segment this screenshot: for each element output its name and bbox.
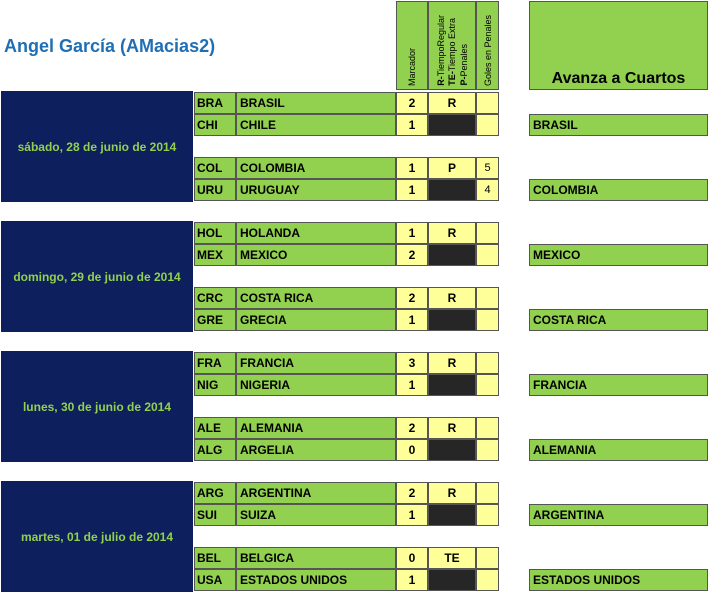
- score-cell[interactable]: 0: [396, 547, 428, 569]
- advances-cell: COSTA RICA: [529, 309, 708, 331]
- penalty-goals-cell[interactable]: [476, 417, 499, 439]
- score-cell[interactable]: 0: [396, 439, 428, 461]
- result-type-cell[interactable]: R: [428, 482, 476, 504]
- penalty-goals-cell[interactable]: [476, 222, 499, 244]
- date-block: lunes, 30 de junio de 2014: [1, 351, 193, 462]
- team-name: SUIZA: [236, 504, 396, 526]
- team-code: HOL: [194, 222, 236, 244]
- team-code: CHI: [194, 114, 236, 136]
- team-code: URU: [194, 179, 236, 201]
- header-tipo-te: TE-Tiempo Extra: [447, 18, 457, 86]
- result-type-disabled: [428, 504, 476, 526]
- penalty-goals-cell[interactable]: 5: [476, 157, 499, 179]
- result-type-cell[interactable]: R: [428, 352, 476, 374]
- score-cell[interactable]: 1: [396, 222, 428, 244]
- team-name: HOLANDA: [236, 222, 396, 244]
- result-type-disabled: [428, 244, 476, 266]
- team-name: BRASIL: [236, 92, 396, 114]
- penalty-goals-cell[interactable]: [476, 569, 499, 591]
- header-avanza: [529, 1, 708, 90]
- penalty-goals-cell[interactable]: [476, 547, 499, 569]
- penalty-goals-cell[interactable]: [476, 482, 499, 504]
- team-name: ALEMANIA: [236, 417, 396, 439]
- result-type-disabled: [428, 439, 476, 461]
- result-type-cell[interactable]: P: [428, 157, 476, 179]
- advances-cell: ALEMANIA: [529, 439, 708, 461]
- team-code: USA: [194, 569, 236, 591]
- advances-cell: ARGENTINA: [529, 504, 708, 526]
- team-name: GRECIA: [236, 309, 396, 331]
- header-goles-penales: [476, 1, 499, 90]
- penalty-goals-cell[interactable]: [476, 309, 499, 331]
- header-goles-penales-label: Goles en Penales: [482, 14, 493, 86]
- team-code: FRA: [194, 352, 236, 374]
- team-name: CHILE: [236, 114, 396, 136]
- penalty-goals-cell[interactable]: [476, 287, 499, 309]
- team-name: MEXICO: [236, 244, 396, 266]
- score-cell[interactable]: 2: [396, 482, 428, 504]
- result-type-disabled: [428, 309, 476, 331]
- result-type-cell[interactable]: R: [428, 417, 476, 439]
- score-cell[interactable]: 1: [396, 569, 428, 591]
- page-title: Angel García (AMacias2): [4, 36, 216, 56]
- score-cell[interactable]: 1: [396, 309, 428, 331]
- date-block: martes, 01 de julio de 2014: [1, 481, 193, 592]
- score-cell[interactable]: 1: [396, 114, 428, 136]
- header-tipo: [428, 1, 476, 90]
- penalty-goals-cell[interactable]: [476, 374, 499, 396]
- score-cell[interactable]: 1: [396, 504, 428, 526]
- team-code: BRA: [194, 92, 236, 114]
- team-name: ARGENTINA: [236, 482, 396, 504]
- penalty-goals-cell[interactable]: 4: [476, 179, 499, 201]
- team-code: MEX: [194, 244, 236, 266]
- header-tipo-r: R-TiempoRegular: [435, 15, 446, 86]
- advances-cell: FRANCIA: [529, 374, 708, 396]
- score-cell[interactable]: 1: [396, 157, 428, 179]
- advances-cell: ESTADOS UNIDOS: [529, 569, 708, 591]
- score-cell[interactable]: 2: [396, 244, 428, 266]
- score-cell[interactable]: 1: [396, 179, 428, 201]
- team-code: ALE: [194, 417, 236, 439]
- header-tipo-p: P-Penales: [458, 44, 469, 86]
- result-type-cell[interactable]: TE: [428, 547, 476, 569]
- penalty-goals-cell[interactable]: [476, 352, 499, 374]
- team-name: NIGERIA: [236, 374, 396, 396]
- result-type-disabled: [428, 114, 476, 136]
- team-code: ARG: [194, 482, 236, 504]
- team-name: FRANCIA: [236, 352, 396, 374]
- team-code: ALG: [194, 439, 236, 461]
- score-cell[interactable]: 2: [396, 92, 428, 114]
- penalty-goals-cell[interactable]: [476, 439, 499, 461]
- team-name: COSTA RICA: [236, 287, 396, 309]
- result-type-cell[interactable]: R: [428, 92, 476, 114]
- team-code: NIG: [194, 374, 236, 396]
- team-code: COL: [194, 157, 236, 179]
- date-block: sábado, 28 de junio de 2014: [1, 91, 193, 202]
- penalty-goals-cell[interactable]: [476, 92, 499, 114]
- team-code: CRC: [194, 287, 236, 309]
- penalty-goals-cell[interactable]: [476, 504, 499, 526]
- advances-cell: BRASIL: [529, 114, 708, 136]
- result-type-cell[interactable]: R: [428, 287, 476, 309]
- result-type-cell[interactable]: R: [428, 222, 476, 244]
- penalty-goals-cell[interactable]: [476, 114, 499, 136]
- score-cell[interactable]: 3: [396, 352, 428, 374]
- team-name: ESTADOS UNIDOS: [236, 569, 396, 591]
- header-avanza-label: Avanza a Cuartos: [551, 70, 686, 87]
- team-name: URUGUAY: [236, 179, 396, 201]
- result-type-disabled: [428, 569, 476, 591]
- result-type-disabled: [428, 179, 476, 201]
- header-marcador-label: Marcador: [407, 47, 417, 86]
- team-code: SUI: [194, 504, 236, 526]
- result-type-disabled: [428, 374, 476, 396]
- score-cell[interactable]: 2: [396, 417, 428, 439]
- date-block: domingo, 29 de junio de 2014: [1, 221, 193, 332]
- team-name: ARGELIA: [236, 439, 396, 461]
- advances-cell: COLOMBIA: [529, 179, 708, 201]
- score-cell[interactable]: 2: [396, 287, 428, 309]
- team-code: GRE: [194, 309, 236, 331]
- team-code: BEL: [194, 547, 236, 569]
- advances-cell: MEXICO: [529, 244, 708, 266]
- header-marcador: [396, 1, 428, 90]
- team-name: BELGICA: [236, 547, 396, 569]
- team-name: COLOMBIA: [236, 157, 396, 179]
- penalty-goals-cell[interactable]: [476, 244, 499, 266]
- score-cell[interactable]: 1: [396, 374, 428, 396]
